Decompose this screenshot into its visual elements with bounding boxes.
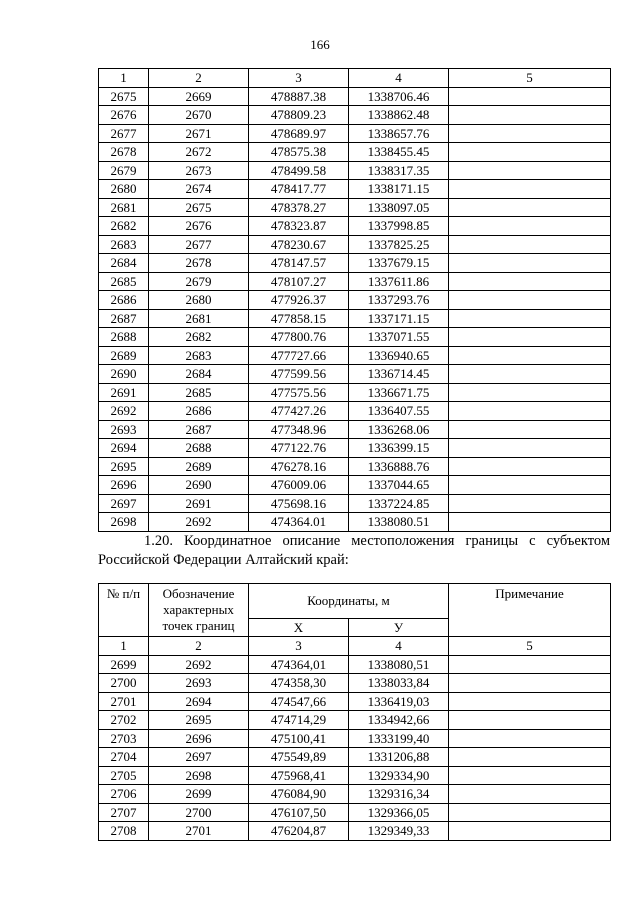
table-cell: 1336407.55 xyxy=(349,402,449,421)
table-cell: 1338171.15 xyxy=(349,180,449,199)
table-cell: 478417.77 xyxy=(249,180,349,199)
table-cell: 2691 xyxy=(149,494,249,513)
table-row xyxy=(99,513,611,532)
table-cell xyxy=(449,711,611,730)
table-row xyxy=(99,692,611,711)
table-cell xyxy=(449,309,611,328)
table-row xyxy=(99,180,611,199)
table-cell: 1333199,40 xyxy=(349,729,449,748)
table-cell: 2688 xyxy=(99,328,149,347)
table-row xyxy=(99,803,611,822)
table-cell: 2708 xyxy=(99,822,149,841)
table-cell: 2707 xyxy=(99,803,149,822)
table-cell: 2687 xyxy=(149,420,249,439)
table-cell xyxy=(449,106,611,125)
table-cell: 2679 xyxy=(149,272,249,291)
table-cell: 1336268.06 xyxy=(349,420,449,439)
column-number: 3 xyxy=(249,637,349,656)
table-cell: 478499.58 xyxy=(249,161,349,180)
table-row xyxy=(99,365,611,384)
table-cell xyxy=(449,420,611,439)
table-row xyxy=(99,217,611,236)
table-cell: 477348.96 xyxy=(249,420,349,439)
table-cell: 1337293.76 xyxy=(349,291,449,310)
table-cell: 2674 xyxy=(149,180,249,199)
table-cell: 478230.67 xyxy=(249,235,349,254)
table-cell: 2675 xyxy=(149,198,249,217)
table-cell: 1338862.48 xyxy=(349,106,449,125)
table-cell: 478378.27 xyxy=(249,198,349,217)
table-cell: 2705 xyxy=(99,766,149,785)
table-cell: 2686 xyxy=(99,291,149,310)
table-cell xyxy=(449,143,611,162)
table-cell: 2676 xyxy=(149,217,249,236)
table-cell: 478689.97 xyxy=(249,124,349,143)
table-cell: 2689 xyxy=(149,457,249,476)
header-x: X xyxy=(249,619,349,637)
table-cell: 2679 xyxy=(99,161,149,180)
table-row xyxy=(99,766,611,785)
table-cell: 2689 xyxy=(99,346,149,365)
column-number: 4 xyxy=(349,69,449,88)
table-cell xyxy=(449,180,611,199)
table-cell: 1329349,33 xyxy=(349,822,449,841)
table-row xyxy=(99,457,611,476)
table-cell: 2703 xyxy=(99,729,149,748)
table-cell xyxy=(449,402,611,421)
table-cell: 1338706.46 xyxy=(349,87,449,106)
table-cell: 476107,50 xyxy=(249,803,349,822)
table-cell: 2699 xyxy=(149,785,249,804)
table-row xyxy=(99,235,611,254)
table-cell: 478809.23 xyxy=(249,106,349,125)
table-cell: 476084,90 xyxy=(249,785,349,804)
table-row xyxy=(99,106,611,125)
table-row xyxy=(99,124,611,143)
column-number: 5 xyxy=(449,637,611,656)
table-cell: 475968,41 xyxy=(249,766,349,785)
table-cell: 2677 xyxy=(99,124,149,143)
table-row xyxy=(99,494,611,513)
table-row xyxy=(99,748,611,767)
table-cell xyxy=(449,457,611,476)
table-row xyxy=(99,254,611,273)
table-cell: 1337171.15 xyxy=(349,309,449,328)
header-coordinates: Координаты, м xyxy=(249,584,449,619)
table-cell: 478323.87 xyxy=(249,217,349,236)
section-heading-line1: 1.20. Координатное описание местоположения границы с субъектом xyxy=(144,533,610,549)
table-cell: 2702 xyxy=(99,711,149,730)
table-cell: 2682 xyxy=(149,328,249,347)
table-cell: 1338033,84 xyxy=(349,674,449,693)
column-number: 1 xyxy=(99,69,149,88)
column-number: 3 xyxy=(249,69,349,88)
table-cell: 1338097.05 xyxy=(349,198,449,217)
table-cell: 2680 xyxy=(149,291,249,310)
table-cell xyxy=(449,494,611,513)
table-cell: 1329316,34 xyxy=(349,785,449,804)
table-cell: 475549,89 xyxy=(249,748,349,767)
table-cell: 2672 xyxy=(149,143,249,162)
table-cell: 2700 xyxy=(149,803,249,822)
table-row xyxy=(99,143,611,162)
table-cell: 2696 xyxy=(149,729,249,748)
table-cell xyxy=(449,328,611,347)
table-cell: 1336399.15 xyxy=(349,439,449,458)
table-cell: 1338455.45 xyxy=(349,143,449,162)
table-row xyxy=(99,476,611,495)
table-row xyxy=(99,674,611,693)
table-cell xyxy=(449,87,611,106)
table-cell: 2694 xyxy=(99,439,149,458)
table-cell: 1331206,88 xyxy=(349,748,449,767)
table-cell: 2685 xyxy=(99,272,149,291)
header-point-designation: Обозначение характерных точек границ xyxy=(149,584,249,637)
table-cell: 1337044.65 xyxy=(349,476,449,495)
table-cell: 474547,66 xyxy=(249,692,349,711)
column-number-row xyxy=(99,69,611,88)
table-cell: 1336888.76 xyxy=(349,457,449,476)
table-row xyxy=(99,383,611,402)
table-cell: 2698 xyxy=(99,513,149,532)
table-cell: 1337224.85 xyxy=(349,494,449,513)
column-number: 1 xyxy=(99,637,149,656)
table-cell: 474358,30 xyxy=(249,674,349,693)
table-cell xyxy=(449,291,611,310)
table-cell: 2698 xyxy=(149,766,249,785)
table-row xyxy=(99,346,611,365)
table-cell: 2685 xyxy=(149,383,249,402)
table-cell: 2701 xyxy=(149,822,249,841)
table-cell: 2699 xyxy=(99,655,149,674)
table-cell: 2690 xyxy=(99,365,149,384)
table-cell xyxy=(449,785,611,804)
table-cell: 2691 xyxy=(99,383,149,402)
header-y: У xyxy=(349,619,449,637)
table-cell: 1329334,90 xyxy=(349,766,449,785)
table-cell: 1338317.35 xyxy=(349,161,449,180)
table-row xyxy=(99,161,611,180)
table-cell: 2681 xyxy=(149,309,249,328)
table-cell: 2692 xyxy=(99,402,149,421)
table-cell: 477122.76 xyxy=(249,439,349,458)
table-row xyxy=(99,711,611,730)
table-row xyxy=(99,729,611,748)
table-cell: 1336419,03 xyxy=(349,692,449,711)
table-cell: 1336940.65 xyxy=(349,346,449,365)
header-note: Примечание xyxy=(449,584,611,637)
table-cell xyxy=(449,254,611,273)
table-cell: 474714,29 xyxy=(249,711,349,730)
table-cell: 1337071.55 xyxy=(349,328,449,347)
table-cell: 1338080,51 xyxy=(349,655,449,674)
table-row xyxy=(99,87,611,106)
table-cell xyxy=(449,272,611,291)
table-cell: 1337825.25 xyxy=(349,235,449,254)
table-cell xyxy=(449,513,611,532)
table-cell xyxy=(449,235,611,254)
table-row xyxy=(99,785,611,804)
table-row xyxy=(99,291,611,310)
table-cell: 477800.76 xyxy=(249,328,349,347)
table-row xyxy=(99,198,611,217)
table-cell: 477575.56 xyxy=(249,383,349,402)
table-row xyxy=(99,655,611,674)
page-number: 166 xyxy=(310,37,330,52)
table-row xyxy=(99,420,611,439)
table-cell: 2684 xyxy=(99,254,149,273)
table-cell: 2676 xyxy=(99,106,149,125)
table-cell xyxy=(449,803,611,822)
table-cell: 2701 xyxy=(99,692,149,711)
table-cell xyxy=(449,692,611,711)
table-cell: 476204,87 xyxy=(249,822,349,841)
table-cell: 2683 xyxy=(149,346,249,365)
table-cell: 2696 xyxy=(99,476,149,495)
table-cell: 474364,01 xyxy=(249,655,349,674)
table-cell: 2675 xyxy=(99,87,149,106)
header-number: № п/п xyxy=(99,584,149,637)
table-cell: 478107.27 xyxy=(249,272,349,291)
table-row xyxy=(99,402,611,421)
column-number: 4 xyxy=(349,637,449,656)
table-cell xyxy=(449,217,611,236)
coordinates-table-continued xyxy=(98,68,611,532)
table-cell: 477727.66 xyxy=(249,346,349,365)
table-cell: 474364.01 xyxy=(249,513,349,532)
table-cell xyxy=(449,124,611,143)
table-cell xyxy=(449,365,611,384)
table-cell: 2697 xyxy=(149,748,249,767)
section-heading-line2: Российской Федерации Алтайский край: xyxy=(98,552,349,568)
table-cell: 2683 xyxy=(99,235,149,254)
table-cell xyxy=(449,766,611,785)
column-number-row xyxy=(99,637,611,656)
table-cell: 477926.37 xyxy=(249,291,349,310)
table-cell: 2688 xyxy=(149,439,249,458)
column-number: 2 xyxy=(149,637,249,656)
table-cell xyxy=(449,198,611,217)
table-cell xyxy=(449,655,611,674)
table-cell: 2670 xyxy=(149,106,249,125)
table-cell: 2687 xyxy=(99,309,149,328)
table-cell: 1334942,66 xyxy=(349,711,449,730)
table-cell: 478575.38 xyxy=(249,143,349,162)
table-cell: 2677 xyxy=(149,235,249,254)
table-cell: 1338080.51 xyxy=(349,513,449,532)
table-cell: 475100,41 xyxy=(249,729,349,748)
table-cell: 2706 xyxy=(99,785,149,804)
column-number: 5 xyxy=(449,69,611,88)
table-cell: 2678 xyxy=(149,254,249,273)
table-cell xyxy=(449,748,611,767)
table-cell: 2686 xyxy=(149,402,249,421)
table-cell: 2673 xyxy=(149,161,249,180)
table-cell: 1336671.75 xyxy=(349,383,449,402)
table-cell: 477427.26 xyxy=(249,402,349,421)
table-cell: 2669 xyxy=(149,87,249,106)
table-cell: 2693 xyxy=(149,674,249,693)
table-cell: 476278.16 xyxy=(249,457,349,476)
table-cell: 2700 xyxy=(99,674,149,693)
table-row xyxy=(99,822,611,841)
table-cell: 2678 xyxy=(99,143,149,162)
table-cell: 1337679.15 xyxy=(349,254,449,273)
table-cell: 1336714.45 xyxy=(349,365,449,384)
table-cell: 2684 xyxy=(149,365,249,384)
table-cell: 2671 xyxy=(149,124,249,143)
table-cell: 476009.06 xyxy=(249,476,349,495)
table-cell: 2697 xyxy=(99,494,149,513)
table-cell: 478887.38 xyxy=(249,87,349,106)
table-cell xyxy=(449,729,611,748)
table-cell xyxy=(449,822,611,841)
border-coordinates-table xyxy=(98,583,611,841)
table-cell: 2682 xyxy=(99,217,149,236)
table-cell: 2692 xyxy=(149,655,249,674)
table-cell: 2694 xyxy=(149,692,249,711)
table-cell xyxy=(449,674,611,693)
table-cell xyxy=(449,476,611,495)
table-cell: 2704 xyxy=(99,748,149,767)
table-cell: 2693 xyxy=(99,420,149,439)
table-cell: 1329366,05 xyxy=(349,803,449,822)
column-number: 2 xyxy=(149,69,249,88)
table-cell: 1337611.86 xyxy=(349,272,449,291)
table-cell: 1338657.76 xyxy=(349,124,449,143)
table-cell xyxy=(449,161,611,180)
table-row xyxy=(99,272,611,291)
table-cell xyxy=(449,439,611,458)
table-cell: 477599.56 xyxy=(249,365,349,384)
table-cell: 2695 xyxy=(99,457,149,476)
table-row xyxy=(99,309,611,328)
table-row xyxy=(99,439,611,458)
table-cell: 2690 xyxy=(149,476,249,495)
table-cell xyxy=(449,346,611,365)
table-cell: 1337998.85 xyxy=(349,217,449,236)
table-row xyxy=(99,328,611,347)
table-cell: 477858.15 xyxy=(249,309,349,328)
table-cell: 475698.16 xyxy=(249,494,349,513)
table-cell: 2680 xyxy=(99,180,149,199)
table-cell: 2681 xyxy=(99,198,149,217)
table-cell xyxy=(449,383,611,402)
section-heading xyxy=(98,532,610,570)
table-cell: 2692 xyxy=(149,513,249,532)
table-cell: 478147.57 xyxy=(249,254,349,273)
table-cell: 2695 xyxy=(149,711,249,730)
